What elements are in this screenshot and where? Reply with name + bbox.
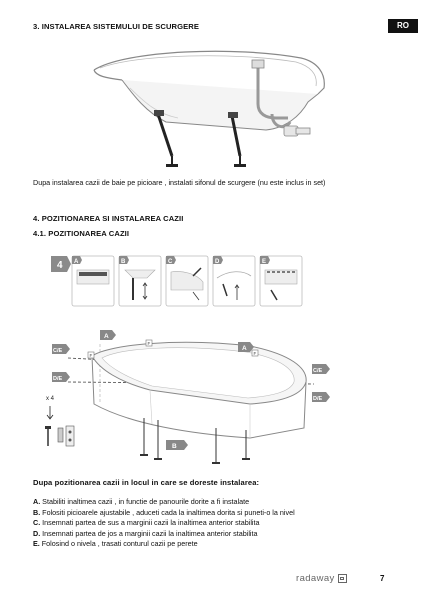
step-panel-c <box>166 256 208 306</box>
svg-text:D/E: D/E <box>313 396 323 402</box>
svg-text:D/E: D/E <box>53 376 63 382</box>
svg-text:C: C <box>168 259 173 265</box>
marker-f-left <box>88 352 94 358</box>
language-badge: RO <box>388 19 418 33</box>
label-de-right <box>312 392 330 402</box>
label-ce-right <box>312 364 330 374</box>
anchor-icon <box>58 428 63 442</box>
step-number: 4 <box>57 260 63 271</box>
instruction-item-e: E. Folosind o nivela , trasati conturul cazii pe perete <box>33 539 198 549</box>
svg-text:A: A <box>104 333 109 340</box>
section-3-title: 3. INSTALAREA SISTEMULUI DE SCURGERE <box>33 22 200 31</box>
step-panel-d <box>213 256 255 306</box>
quantity-label: x 4 <box>46 396 55 402</box>
positioning-steps-strip <box>47 252 307 312</box>
step-panel-a <box>72 256 114 306</box>
brand-logo-icon <box>338 574 347 583</box>
label-b <box>166 440 188 450</box>
label-de-left <box>52 372 70 382</box>
section-4-1-subtitle: 4.1. POZITIONAREA CAZII <box>33 229 130 238</box>
step-panel-e <box>260 256 302 306</box>
instructions-heading: Dupa pozitionarea cazii in locul in care se doreste instalarea: <box>33 478 260 487</box>
brand-name: radaway <box>296 573 335 584</box>
instruction-item-a: A. Stabiliti inaltimea cazii , in functie de panourile dorite a fi instalate <box>33 497 250 506</box>
svg-text:A: A <box>74 259 79 265</box>
svg-text:B: B <box>121 259 126 265</box>
drain-installation-illustration <box>86 44 346 172</box>
screw-icon <box>45 426 51 446</box>
svg-text:D: D <box>215 259 220 265</box>
svg-text:C/E: C/E <box>53 348 63 354</box>
label-a-left <box>100 330 116 340</box>
instruction-item-b: B. Folositi picioarele ajustabile , aduceti cada la inaltimea dorita si puneti-o la nivel <box>33 507 295 517</box>
svg-text:B: B <box>172 443 177 450</box>
instructions-list <box>33 497 295 550</box>
marker-f-mid <box>146 340 152 346</box>
svg-text:C/E: C/E <box>313 368 323 374</box>
svg-text:A: A <box>242 345 247 352</box>
svg-text:F: F <box>147 341 151 346</box>
svg-text:F: F <box>89 353 93 358</box>
svg-text:F: F <box>253 351 257 356</box>
label-ce-left <box>52 344 70 354</box>
instruction-item-d: D. Insemnati partea de jos a marginii cazii la inaltimea anterior stabilita <box>33 528 258 538</box>
marker-f-right <box>252 350 258 356</box>
drain-caption: Dupa instalarea cazii de baie pe picioare , instalati sifonul de scurgere (nu este inclus in set) <box>33 178 326 187</box>
svg-text:E: E <box>262 259 267 265</box>
bracket-icon <box>66 426 74 446</box>
page-number: 7 <box>380 574 385 583</box>
step-panel-b <box>119 256 161 306</box>
hardware-kit-illustration <box>40 392 100 456</box>
instruction-item-c: C. Insemnati partea de sus a marginii cazii la inaltimea anterior stabilita <box>33 518 260 528</box>
brand-logo <box>296 573 347 584</box>
section-4-title: 4. POZITIONAREA SI INSTALAREA CAZII <box>33 214 184 223</box>
